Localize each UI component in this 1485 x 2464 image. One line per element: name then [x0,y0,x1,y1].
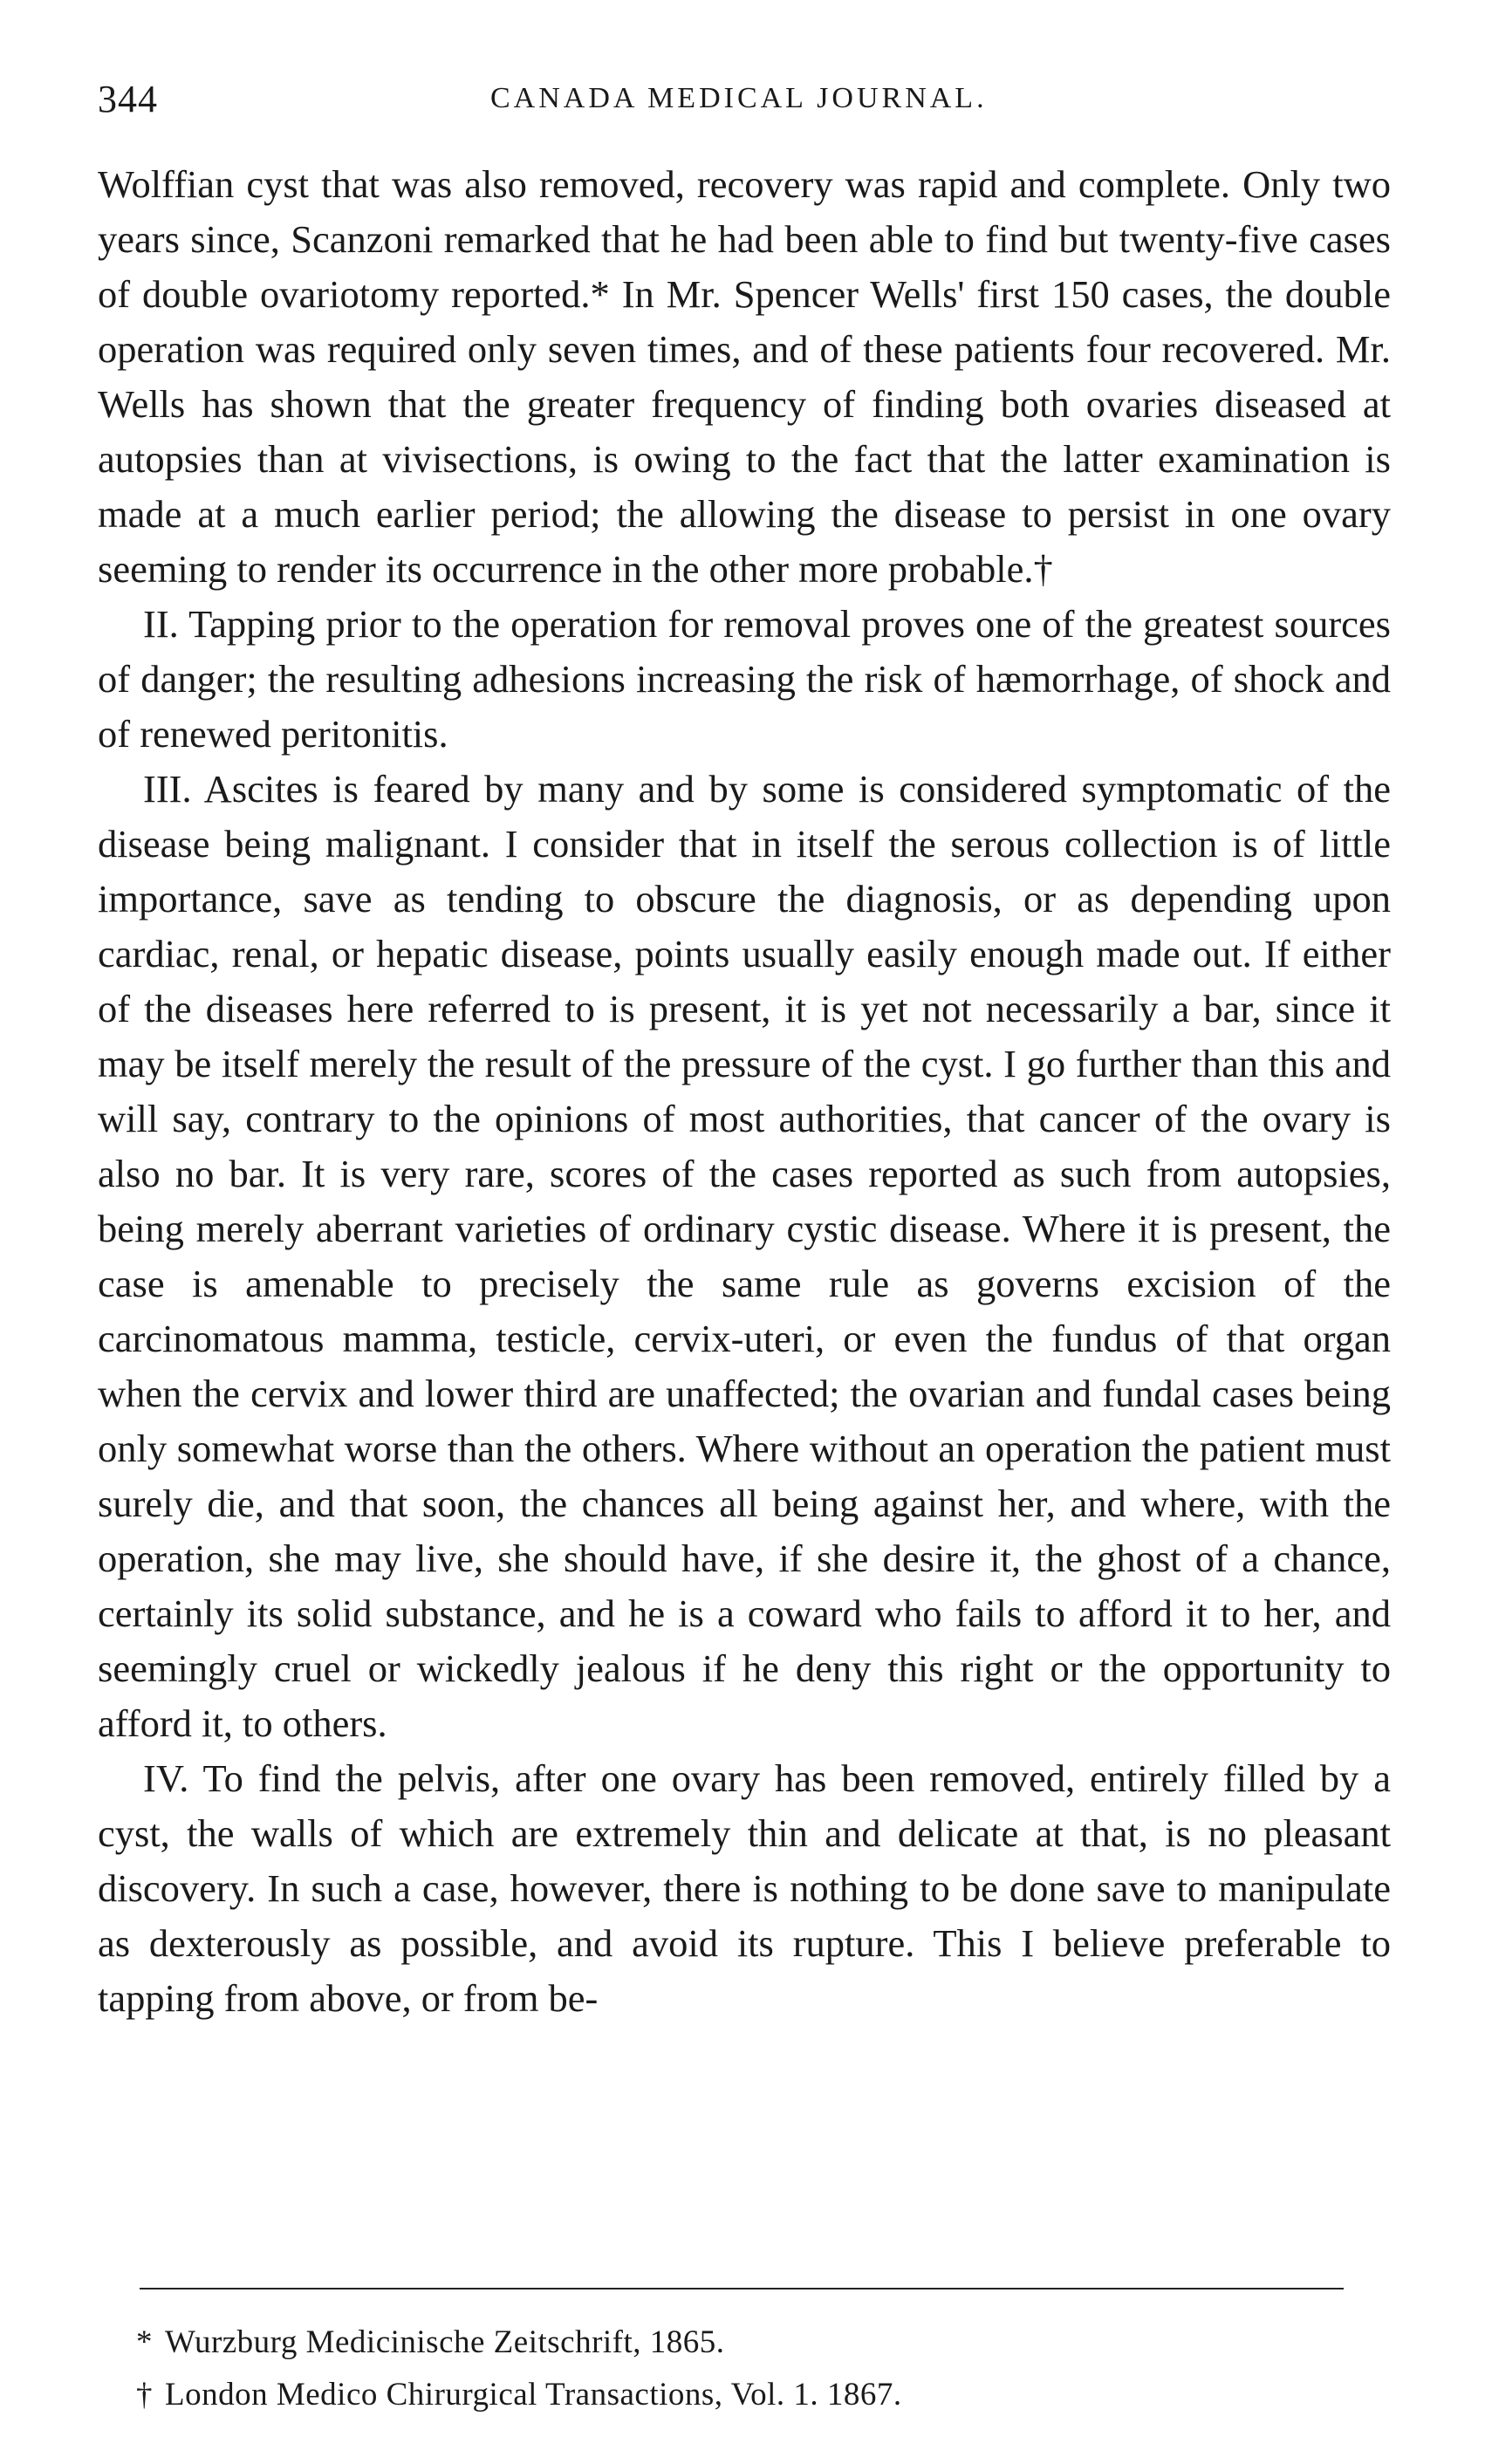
footnotes [136,2317,1358,2421]
running-head: CANADA MEDICAL JOURNAL. [490,82,988,114]
footnote-mark: * [136,2324,153,2360]
paragraph-section-iv: IV. To find the pelvis, after one ovary has been removed, entirely filled by a cyst, the walls of which are extremely thin and delicate at that, is no pleasant discovery. In such a case, however, there is nothing to be done save to manipulate as dexterously as possible, and avoid its rupture. This I believe preferable to tapping from above, or from be- [98,1756,1391,2020]
paragraph-section-iii: III. Ascites is feared by many and by some is considered symptomatic of the disease being malignant. I consider that in itself the serous collection is of little importance, save as tending to obscure the diagnosis, or as depending upon cardiac, renal, or hepatic disease, points usually easily enough made out. If either of the diseases here referred to is present, it is yet not necessarily a bar, since it may be itself merely the result of the pressure of the cyst. I go further than this and will say, contrary to the opinions of most authorities, that cancer of the ovary is also no bar. It is very rare, scores of the cases reported as such from autopsies, being merely aberrant varieties of ordinary cystic disease. Where it is present, the case is amenable to precisely the same rule as governs excision of the carcinomatous mamma, testicle, cervix-uteri, or even the fundus of that organ when the cervix and lower third are unaffected; the ovarian and fundal cases being only somewhat worse than the others. Where without an operation the patient must surely die, and that soon, the chances all being against her, and where, with the operation, she may live, she should have, if she desire it, the ghost of a chance, certainly its solid substance, and he is a coward who fails to afford it to her, and seemingly cruel or wickedly jealous if he deny this right or the opportunity to afford it, to others. [98,767,1391,1745]
paragraph-continuation: Wolffian cyst that was also removed, recovery was rapid and complete. Only two years since, Scanzoni remarked that he had been able to find but twenty-five cases of double ovariotomy reported.* In Mr. Spencer Wells' first 150 cases, the double operation was required only seven times, and of these patients four recovered. Mr. Wells has shown that the greater frequency of finding both ovaries diseased at autopsies than at vivisections, is owing to the fact that the latter examination is made at a much earlier period; the allowing the disease to persist in one ovary seeming to render its occurrence in the other more probable.† [98,162,1391,591]
footnote [136,2369,1358,2421]
footnote-text: Wurzburg Medicinische Zeitschrift, 1865. [165,2324,725,2360]
footnote-text: London Medico Chirurgical Transactions, Vol. 1. 1867. [165,2377,902,2413]
paragraph-section-ii: II. Tapping prior to the operation for removal proves one of the greatest sources of danger; the resulting adhesions increasing the risk of hæmorrhage, of shock and of renewed peritonitis. [98,602,1391,756]
page-header [98,77,1406,129]
footnote [136,2317,1358,2369]
footnote-mark: † [136,2377,153,2413]
body-text [98,157,1391,2026]
page-number: 344 [98,78,158,120]
footnote-divider [140,2288,1344,2289]
